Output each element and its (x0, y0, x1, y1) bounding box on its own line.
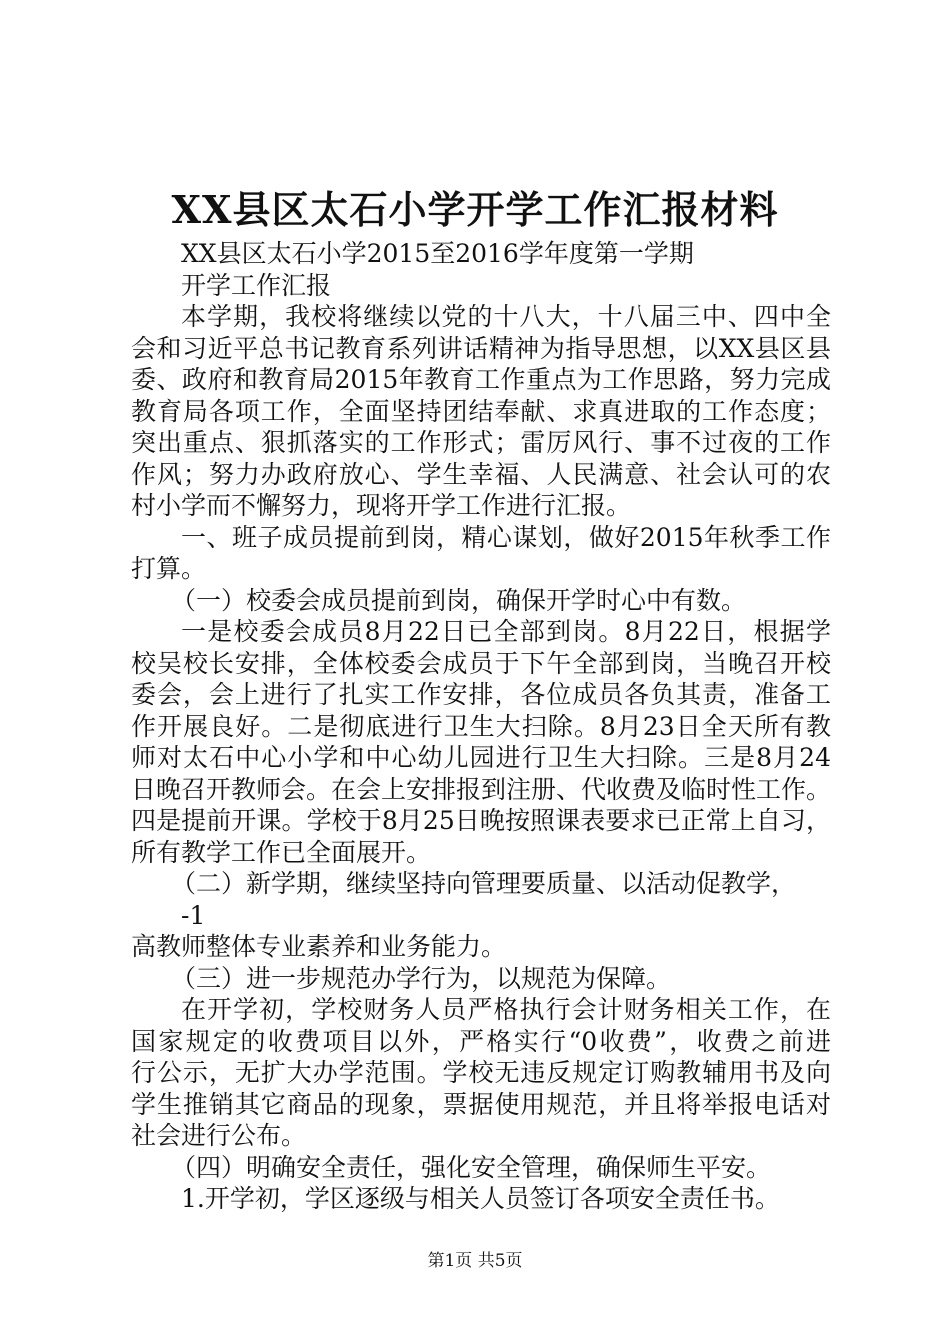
subtitle-line-1: XX县区太石小学2015至2016学年度第一学期 (181, 239, 694, 268)
paragraph-line: 师对太石中心小学和中心幼儿园进行卫生大扫除。三是8月24 (131, 743, 831, 772)
list-item: 1.开学初，学区逐级与相关人员签订各项安全责任书。 (181, 1184, 780, 1213)
page-footer: 第1页 共5页 (427, 1251, 523, 1271)
subtitle-line-2: 开学工作汇报 (181, 270, 332, 300)
paragraph-line: 作开展良好。二是彻底进行卫生大扫除。8月23日全天所有教 (131, 711, 831, 741)
paragraph-line: 作风；努力办政府放心、学生幸福、人民满意、社会认可的农 (131, 459, 831, 489)
paragraph-line: 社会进行公布。 (131, 1121, 307, 1150)
paragraph-line: 国家规定的收费项目以外，严格实行“0收费”，收费之前进 (131, 1026, 831, 1056)
paragraph-line: 所有教学工作已全面展开。 (131, 837, 432, 867)
page-marker: -1 (181, 900, 206, 930)
document-body (131, 238, 831, 1215)
paragraph-line: 本学期，我校将继续以党的十八大，十八届三中、四中全 (181, 302, 831, 331)
paragraph-line: 校吴校长安排，全体校委会成员于下午全部到岗，当晚召开校 (131, 648, 831, 678)
document-title: XX县区太石小学开学工作汇报材料 (171, 187, 779, 232)
paragraph-line: 委、政府和教育局2015年教育工作重点为工作思路，努力完成 (131, 365, 831, 394)
subsection-heading: （三）进一步规范办学行为，以规范为保障。 (171, 963, 672, 993)
paragraph-line: 一是校委会成员8月22日已全部到岗。8月22日，根据学 (181, 617, 831, 646)
paragraph-line: 在开学初，学校财务人员严格执行会计财务相关工作，在 (181, 995, 831, 1024)
paragraph-line: 高教师整体专业素养和业务能力。 (131, 932, 507, 961)
section-heading-cont: 打算。 (131, 554, 207, 583)
subsection-heading: （二）新学期，继续坚持向管理要质量、以活动促教学， (171, 869, 797, 898)
paragraph-line: 教育局各项工作，全面坚持团结奉献、求真进取的工作态度； (131, 396, 831, 426)
paragraph-line: 村小学而不懈努力，现将开学工作进行汇报。 (131, 491, 632, 520)
paragraph-line: 学生推销其它商品的现象，票据使用规范，并且将举报电话对 (131, 1089, 831, 1119)
paragraph-line: 会和习近平总书记教育系列讲话精神为指导思想，以XX县区县 (131, 333, 831, 363)
paragraph-line: 四是提前开课。学校于8月25日晚按照课表要求已正常上自习， (131, 806, 831, 835)
paragraph-line: 行公示，无扩大办学范围。学校无违反规定订购教辅用书及向 (131, 1058, 831, 1087)
paragraph-line: 突出重点、狠抓落实的工作形式；雷厉风行、事不过夜的工作 (131, 428, 831, 457)
paragraph-line: 日晚召开教师会。在会上安排报到注册、代收费及临时性工作。 (131, 774, 831, 804)
paragraph-line: 委会，会上进行了扎实工作安排，各位成员各负其责，准备工 (131, 680, 831, 709)
subsection-heading: （四）明确安全责任，强化安全管理，确保师生平安。 (171, 1152, 772, 1182)
section-heading: 一、班子成员提前到岗，精心谋划，做好2015年秋季工作 (181, 522, 831, 552)
subsection-heading: （一）校委会成员提前到岗，确保开学时心中有数。 (171, 585, 747, 615)
